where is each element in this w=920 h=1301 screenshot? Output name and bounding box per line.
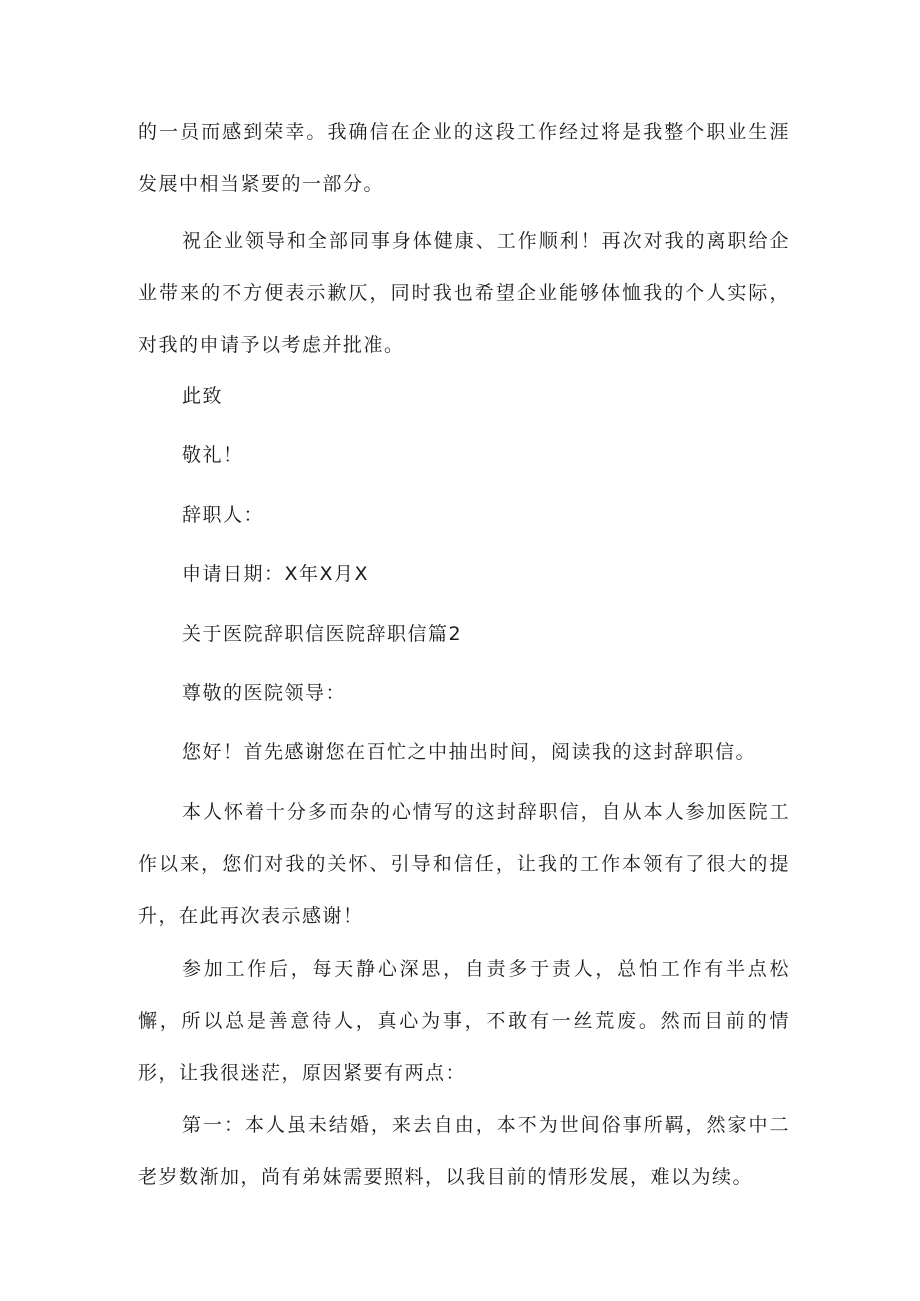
paragraph-continuation: 的一员而感到荣幸。我确信在企业的这段工作经过将是我整个职业生涯发展中相当紧要的一部分。 xyxy=(138,121,790,195)
paragraph-gratitude: 本人怀着十分多而杂的心情写的这封辞职信，自从本人参加医院工作以来，您们对我的关怀、引导和信任，让我的工作本领有了很大的提升，在此再次表示感谢！ xyxy=(138,801,790,927)
closing-regards: 敬礼！ xyxy=(182,444,244,466)
date-line: 申请日期：X年X月X xyxy=(182,563,370,585)
section-title: 关于医院辞职信医院辞职信篇2 xyxy=(182,623,463,645)
closing-salutation: 此致 xyxy=(182,385,224,407)
paragraph-reason-one: 第一：本人虽未结婚，来去自由，本不为世间俗事所羁，然家中二老岁数渐加，尚有弟妹需要照料，以我目前的情形发展，难以为续。 xyxy=(138,1114,790,1188)
paragraph-wishes: 祝企业领导和全部同事身体健康、工作顺利！再次对我的离职给企业带来的不方便表示歉仄，同时我也希望企业能够体恤我的个人实际，对我的申请予以考虑并批准。 xyxy=(138,230,790,356)
paragraph-work: 参加工作后，每天静心深思，自责多于责人，总怕工作有半点松懈，所以总是善意待人，真心为事，不敢有一丝荒废。然而目前的情形，让我很迷茫，原因紧要有两点： xyxy=(138,958,790,1084)
paragraph-thanks: 您好！首先感谢您在百忙之中抽出时间，阅读我的这封辞职信。 xyxy=(182,741,757,763)
greeting-line: 尊敬的医院领导： xyxy=(182,682,347,704)
signature-line: 辞职人： xyxy=(182,504,265,526)
